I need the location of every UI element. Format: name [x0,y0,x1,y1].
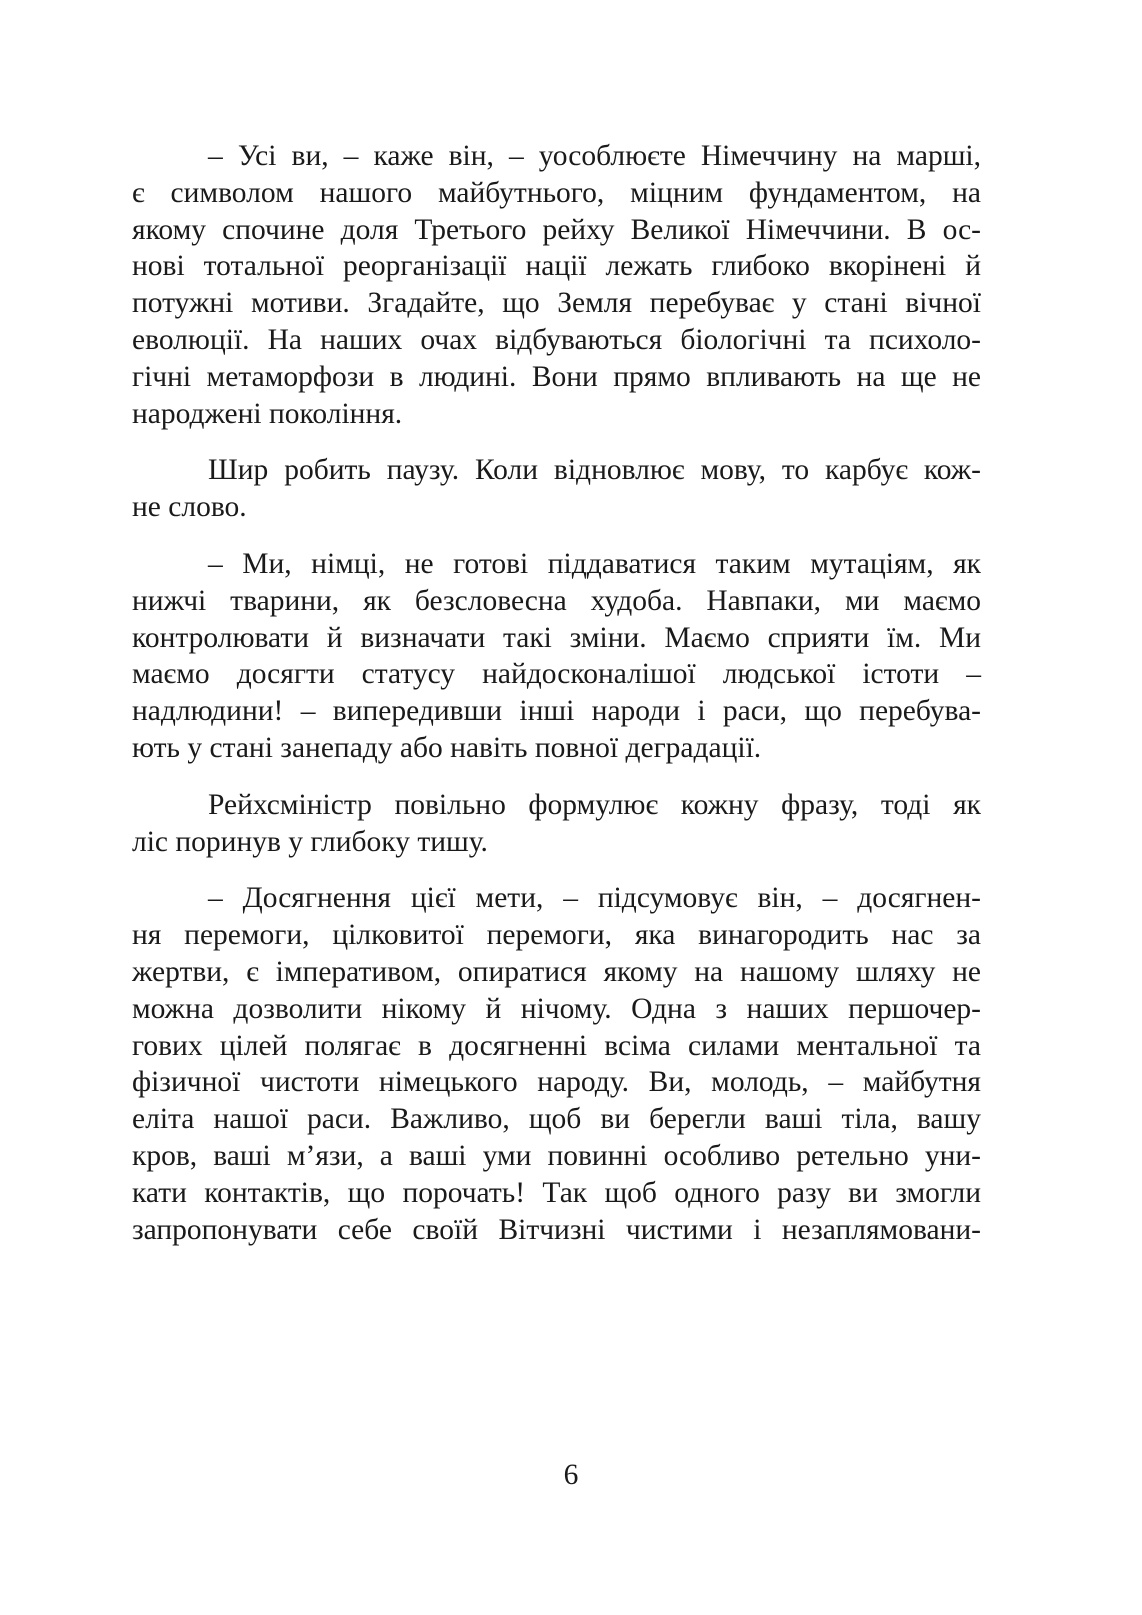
text-line: є символом нашого майбутнього, міцним фундаментом, на [132,176,981,209]
text-line: можна дозволити нікому й нічому. Одна з наших першочер- [132,992,981,1025]
text-line: кати контактів, що порочать! Так щоб одного разу ви змогли [132,1176,981,1209]
body-text [132,138,981,1268]
paragraph [132,546,981,767]
text-line: – Ми, німці, не готові піддаватися таким мутаціям, як [208,547,981,580]
paragraph [132,452,981,526]
text-line: – Досягнення цієї мети, – підсумовує він, – досягнен- [208,882,981,915]
page-number: 6 [563,1459,579,1491]
text-line: кров, ваші м’язи, а ваші уми повинні особливо ретельно уни- [132,1139,981,1172]
text-line: – Усі ви, – каже він, – уособлюєте Німеччину на марші, [208,140,981,172]
text-line: гічні метаморфози в людині. Вони прямо впливають на ще не [132,360,981,393]
text-line: нові тотальної реорганізації нації лежать глибоко вкорінені й [132,250,981,283]
text-line: контролювати й визначати такі зміни. Маємо сприяти їм. Ми [132,621,981,654]
text-line: не слово. [132,491,247,524]
text-line: гових цілей полягає в досягненні всіма силами ментальної та [132,1029,981,1062]
text-line: маємо досягти статусу найдосконалішої людської істоти – [132,658,981,691]
text-line: ють у стані занепаду або навіть повної деградації. [132,731,762,764]
text-line: надлюдини! – випередивши інші народи і раси, що перебува- [132,695,981,728]
text-line: ня перемоги, цілковитої перемоги, яка винагородить нас за [132,919,981,952]
paragraph [132,880,981,1248]
text-line: народжені покоління. [132,397,403,430]
text-line: запропонувати себе своїй Вітчизні чистими і незаплямовани- [132,1213,981,1246]
text-line: ліс поринув у глибоку тишу. [132,825,488,858]
text-line: еліта нашої раси. Важливо, щоб ви берегли ваші тіла, вашу [132,1103,981,1136]
text-line: жертви, є імперативом, опиратися якому на нашому шляху не [132,955,981,988]
paragraph [132,787,981,861]
text-line: нижчі тварини, як безсловесна худоба. Навпаки, ми маємо [132,584,981,617]
text-line: еволюції. На наших очах відбуваються біологічні та психоло- [132,323,981,356]
text-line: Рейхсміністр повільно формулює кожну фразу, тоді як [208,788,981,821]
text-line: якому спочине доля Третього рейху Великої Німеччини. В ос- [132,213,981,246]
paragraph [132,138,981,432]
text-line: потужні мотиви. Згадайте, що Земля перебуває у стані вічної [132,287,981,320]
text-line: Шир робить паузу. Коли відновлює мову, то карбує кож- [208,454,981,487]
text-line: фізичної чистоти німецького народу. Ви, молодь, – майбутня [132,1066,981,1099]
